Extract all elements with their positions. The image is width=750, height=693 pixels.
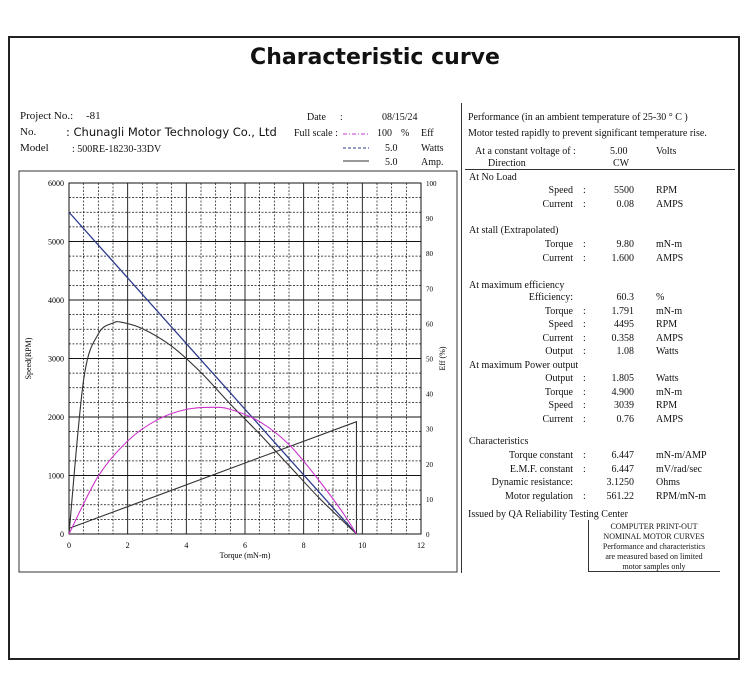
max-eff-row-label: Torque <box>544 305 573 317</box>
max-power-row-value: 4.900 <box>611 386 634 398</box>
date-value: 08/15/24 <box>382 112 418 123</box>
fullscale-eff-value: 100 <box>377 128 392 139</box>
stall-heading: At stall (Extrapolated) <box>469 225 559 236</box>
max-power-row-sep: : <box>583 373 586 384</box>
max-power-row-label: Torque <box>544 386 573 398</box>
characteristics-row-unit: Ohms <box>656 477 680 488</box>
x-tick-label: 8 <box>301 541 306 550</box>
section-divider <box>465 169 735 170</box>
x-tick-label: 10 <box>358 541 367 550</box>
no-load-row-label: Speed <box>548 185 573 196</box>
max-power-row-value: 1.805 <box>611 373 634 384</box>
x-tick-label: 4 <box>184 541 189 550</box>
max-eff-row-value: 1.791 <box>611 305 634 317</box>
characteristics-row-label: Dynamic resistance: <box>491 477 573 488</box>
max-power-heading: At maximum Power output <box>469 360 579 371</box>
stall-row-sep: : <box>583 253 586 264</box>
chart-labels <box>24 179 447 560</box>
no-load-row-value: 5500 <box>614 185 634 196</box>
stall-row-sep: : <box>583 239 586 250</box>
fullscale-label: Full scale : <box>294 128 338 139</box>
fullscale-watts-value: 5.0 <box>385 143 398 154</box>
x-tick-label: 0 <box>67 541 71 550</box>
characteristics-row-unit: mN-m/AMP <box>656 450 707 461</box>
max-eff-row-unit: RPM <box>656 319 678 330</box>
no-load-row-sep: : <box>583 185 586 196</box>
no-load-row-sep: : <box>583 199 586 210</box>
y-left-axis-title: Speed(RPM) <box>24 337 33 380</box>
voltage-label: At a constant voltage of : <box>475 146 576 157</box>
y-right-tick-label: 0 <box>426 531 430 539</box>
max-eff-row-sep: : <box>583 305 586 317</box>
stall-row-value: 1.600 <box>611 253 634 264</box>
performance-line1: Performance (in an ambient temperature of 25-30 ° C ) <box>468 112 688 123</box>
stall-row-label: Torque <box>544 239 573 250</box>
y-right-tick-label: 70 <box>426 285 433 294</box>
y-left-tick-label: 1000 <box>48 471 64 481</box>
max-eff-row-label: Speed <box>548 319 573 330</box>
fullscale-eff-unit: % <box>401 128 410 139</box>
characteristics-row-sep: : <box>583 463 586 475</box>
note-line: Performance and characteristics <box>602 542 706 551</box>
no-load-row-unit: AMPS <box>656 199 684 210</box>
y-left-tick-label: 6000 <box>48 179 64 188</box>
max-eff-row-value: 1.08 <box>616 346 634 357</box>
characteristics-heading: Characteristics <box>469 436 529 447</box>
y-right-tick-label: 30 <box>426 425 433 434</box>
characteristics-row-unit: RPM/mN-m <box>656 490 707 502</box>
y-left-tick-label: 5000 <box>48 237 64 247</box>
x-axis-title: Torque (mN-m) <box>219 551 271 560</box>
characteristics-row-value: 3.1250 <box>606 477 634 488</box>
note-line: are measured based on limited <box>605 552 703 561</box>
max-eff-row-sep: : <box>583 332 586 344</box>
project-label: Project No.: <box>20 110 74 122</box>
characteristics-row-value: 6.447 <box>611 450 634 461</box>
max-eff-row-label: Current <box>542 332 573 344</box>
x-tick-label: 6 <box>243 541 247 550</box>
y-right-tick-label: 80 <box>426 250 433 259</box>
characteristics-row-value: 6.447 <box>611 463 634 475</box>
date-label: Date <box>307 112 326 123</box>
note-line: NOMINAL MOTOR CURVES <box>603 532 705 541</box>
max-power-row-sep: : <box>583 400 586 411</box>
characteristics-row-value: 561.22 <box>606 490 634 502</box>
max-power-row-label: Output <box>545 373 573 384</box>
max-eff-row-value: 60.3 <box>616 292 634 303</box>
project-value: -81 <box>86 110 101 122</box>
performance-line2: Motor tested rapidly to prevent significant temperature rise. <box>468 128 707 139</box>
characteristics-row-label: E.M.F. constant <box>509 463 573 475</box>
characteristics-row-sep: : <box>583 450 586 461</box>
stall-row-unit: AMPS <box>656 253 684 264</box>
stall-row-label: Current <box>542 253 573 264</box>
y-right-tick-label: 20 <box>426 460 433 469</box>
fullscale-eff-label: Eff <box>421 128 434 139</box>
characteristics-row-label: Torque constant <box>508 450 573 461</box>
model-label: Model <box>20 142 49 154</box>
max-power-row-sep: : <box>583 413 586 425</box>
y-left-tick-label: 0 <box>60 530 64 539</box>
y-right-tick-label: 50 <box>426 355 433 364</box>
x-tick-label: 12 <box>417 541 425 550</box>
max-eff-row-value: 0.358 <box>611 332 634 344</box>
y-left-tick-label: 3000 <box>48 354 64 364</box>
fullscale-watts-label: Watts <box>421 143 444 154</box>
fullscale-amp-value: 5.0 <box>385 157 398 168</box>
max-power-row-value: 0.76 <box>616 413 634 425</box>
stall-row-value: 9.80 <box>616 239 634 250</box>
max-power-row-sep: : <box>583 386 586 398</box>
x-tick-label: 2 <box>125 541 130 550</box>
issued-by: Issued by QA Reliability Testing Center <box>468 509 628 520</box>
direction-value: CW <box>613 158 630 169</box>
date-colon: : <box>340 112 343 123</box>
max-eff-row-unit: mN-m <box>656 305 683 317</box>
max-eff-row-label: Efficiency: <box>528 292 573 303</box>
y-right-tick-label: 100 <box>426 180 437 188</box>
y-right-tick-label: 60 <box>426 320 433 329</box>
y-right-axis-title: Eff (%) <box>438 346 447 371</box>
max-power-row-unit: RPM <box>656 400 678 411</box>
max-eff-row-sep: : <box>583 346 586 357</box>
no-label: No. <box>20 126 37 138</box>
max-eff-row-unit: Watts <box>656 346 679 357</box>
y-right-tick-label: 10 <box>426 495 433 504</box>
no-load-row-unit: RPM <box>656 185 678 196</box>
characteristics-row-sep: : <box>583 490 586 502</box>
voltage-unit: Volts <box>656 146 677 157</box>
page-title: Characteristic curve <box>250 45 500 70</box>
max-eff-row-sep: : <box>583 319 586 330</box>
note-line: motor samples only <box>622 562 686 571</box>
characteristics-row-label: Motor regulation <box>504 490 573 502</box>
max-power-row-unit: Watts <box>656 373 679 384</box>
fullscale-amp-label: Amp. <box>421 157 444 168</box>
note-line: COMPUTER PRINT-OUT <box>610 522 698 531</box>
no-load-row-label: Current <box>542 199 573 210</box>
y-left-tick-label: 4000 <box>48 296 64 305</box>
no-load-heading: At No Load <box>469 172 517 183</box>
voltage-value: 5.00 <box>610 146 628 157</box>
max-power-row-value: 3039 <box>614 400 634 411</box>
max-power-row-label: Current <box>542 413 573 425</box>
max-eff-row-value: 4495 <box>614 319 634 330</box>
max-power-row-unit: mN-m <box>656 386 683 398</box>
max-eff-row-label: Output <box>545 346 573 357</box>
model-value: : 500RE-18230-33DV <box>72 144 162 155</box>
company-name: : Chunagli Motor Technology Co., Ltd <box>66 125 277 139</box>
characteristics-row-unit: mV/rad/sec <box>656 463 703 475</box>
stall-row-unit: mN-m <box>656 239 683 250</box>
direction-label: Direction <box>488 158 526 169</box>
y-left-tick-label: 2000 <box>48 413 64 422</box>
y-right-tick-label: 40 <box>426 390 433 399</box>
y-right-tick-label: 90 <box>426 215 433 224</box>
max-power-row-unit: AMPS <box>656 413 684 425</box>
max-eff-heading: At maximum efficiency <box>469 280 565 291</box>
max-eff-row-unit: AMPS <box>656 332 684 344</box>
max-eff-row-unit: % <box>656 292 665 303</box>
max-power-row-label: Speed <box>548 400 573 411</box>
no-load-row-value: 0.08 <box>616 199 634 210</box>
